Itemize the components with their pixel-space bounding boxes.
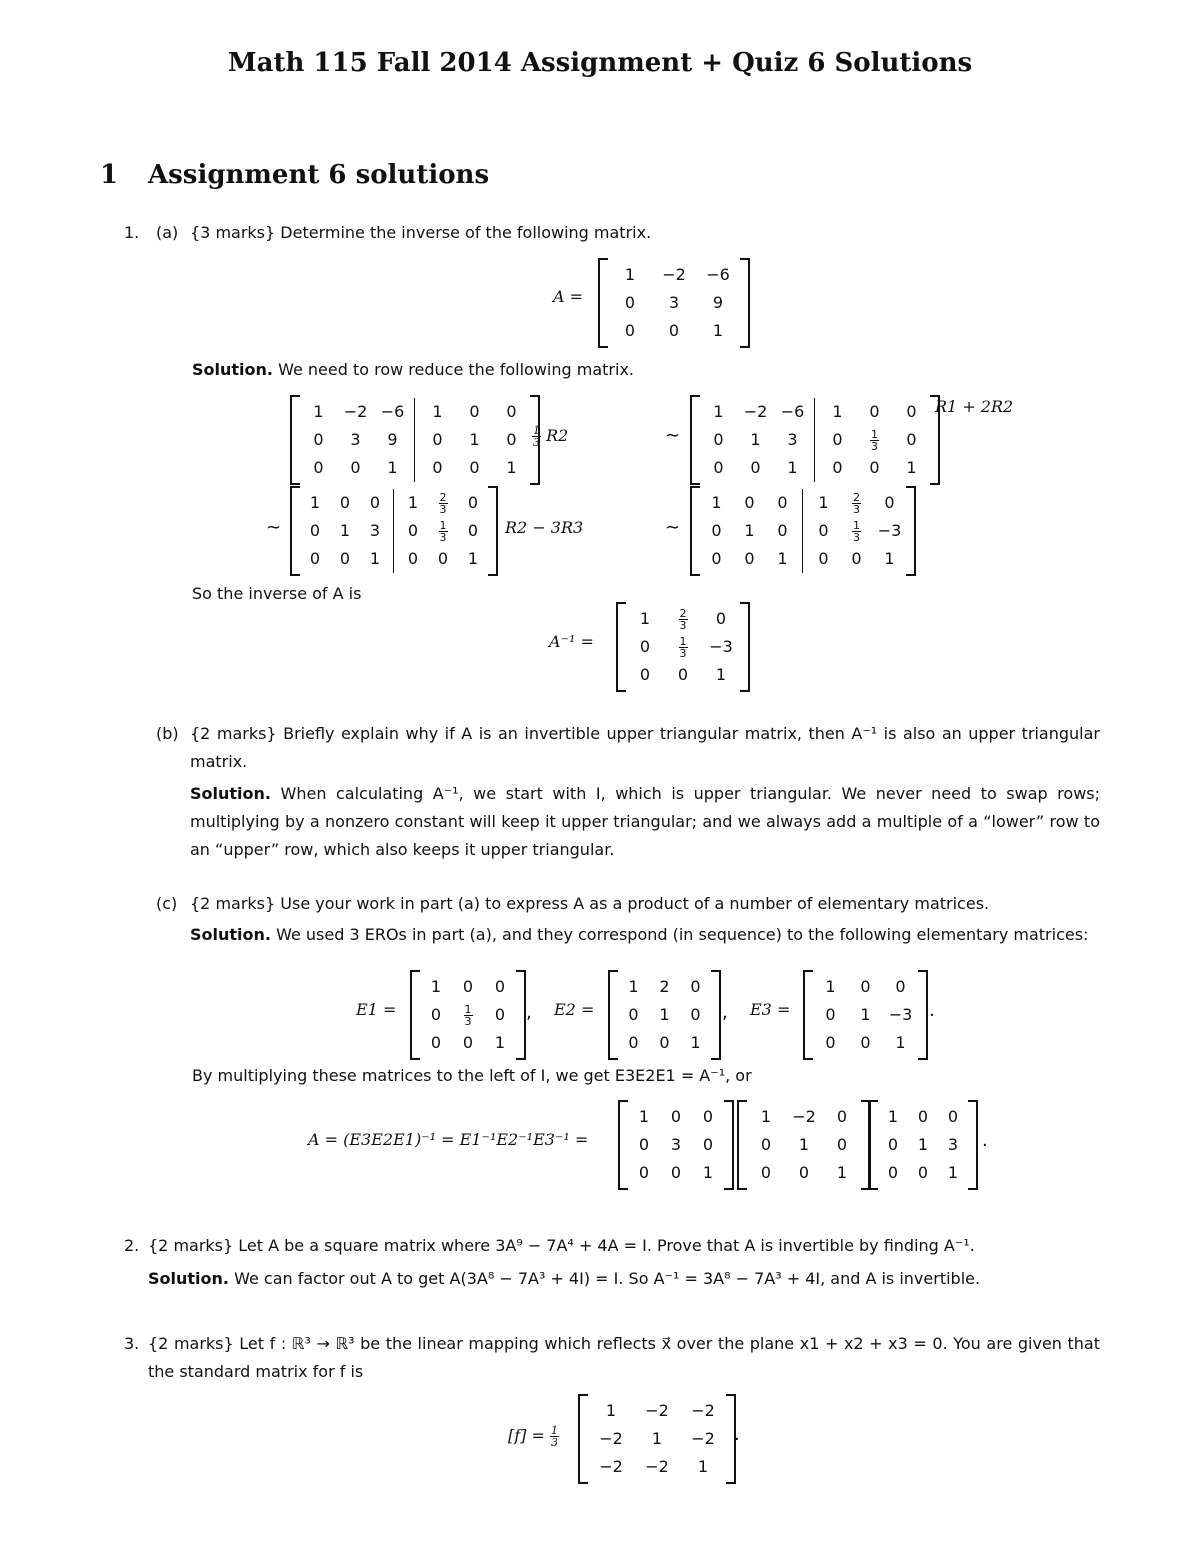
matrix-entry: 9 — [387, 430, 398, 449]
matrix-entry: 0 — [494, 1005, 506, 1024]
inverse-elementary-matrix-3 — [868, 1100, 978, 1190]
matrix-entry: 1 — [787, 458, 798, 477]
solution-paragraph — [190, 780, 1100, 864]
matrix-entry: 1 — [895, 1033, 906, 1052]
matrix-entry: 0 — [624, 321, 636, 340]
matrix-entry: 1 — [715, 665, 727, 684]
matrix-label: E2 = — [554, 1000, 595, 1019]
matrix-entry: 0 — [777, 521, 788, 540]
question-number: 2. — [124, 1236, 140, 1255]
matrix-entry: 1 — [494, 1033, 506, 1052]
matrix-entry: 0 — [639, 637, 651, 656]
matrix-entry: 0 — [947, 1107, 959, 1126]
matrix-entry: −3 — [877, 521, 902, 540]
left-bracket — [690, 395, 700, 485]
fraction: $\frac{1}{3}$ — [551, 1424, 558, 1449]
matrix-entry: 0 — [677, 665, 689, 684]
right-bracket — [488, 486, 498, 576]
matrix-entry: 0 — [832, 458, 843, 477]
matrix-entry: 0 — [639, 665, 651, 684]
matrix-entry: 0 — [760, 1163, 772, 1182]
inverse-text: So the inverse of A is — [192, 584, 362, 603]
right-bracket — [968, 1100, 978, 1190]
matrix-entry: 1 — [697, 1457, 709, 1476]
period: . — [982, 1130, 988, 1151]
matrix-entry: 1 — [369, 549, 381, 568]
matrix-entry: 0 — [715, 609, 727, 628]
matrix-entry: 1 — [469, 430, 480, 449]
matrix-entry: 1 — [760, 1107, 772, 1126]
matrix-entry: 0 — [670, 1163, 682, 1182]
augment-divider — [414, 398, 415, 482]
matrix-entry: 1 — [711, 493, 722, 512]
matrix-entry: 1 — [818, 493, 829, 512]
row-operation: $\frac{1}{3}$ R2 — [533, 424, 569, 449]
right-bracket — [711, 970, 721, 1060]
matrix-entry: 0 — [430, 1005, 442, 1024]
matrix-entry: 0 — [628, 1005, 639, 1024]
matrix-entry: 3 — [350, 430, 361, 449]
left-bracket — [598, 258, 608, 348]
matrix-entry: 0 — [777, 493, 788, 512]
matrix-entry: 1 — [639, 609, 651, 628]
tilde-symbol: ∼ — [665, 517, 681, 538]
solution-text: By multiplying these matrices to the left of I, we get E3E2E1 = A⁻¹, or — [192, 1066, 752, 1085]
matrix-entry: 3 — [670, 1135, 682, 1154]
right-bracket — [516, 970, 526, 1060]
right-bracket — [906, 486, 916, 576]
matrix-entry: 2 — [659, 977, 670, 996]
matrix-entry: 0 — [825, 1033, 836, 1052]
matrix-entry: −2 — [645, 1401, 669, 1420]
matrix-entry: −2 — [599, 1429, 623, 1448]
matrix-entry: 0 — [702, 1135, 714, 1154]
matrix-entry: −2 — [792, 1107, 816, 1126]
matrix-entry: 0 — [760, 1135, 772, 1154]
question-text: {3 marks} Determine the inverse of the following matrix. — [190, 223, 652, 242]
matrix-label: E1 = — [356, 1000, 397, 1019]
period: . — [734, 1424, 740, 1445]
question-number: 3. — [124, 1334, 140, 1353]
matrix-entry: 0 — [895, 977, 906, 996]
matrix-entry: −2 — [662, 265, 686, 284]
matrix-entry: 0 — [350, 458, 361, 477]
matrix-entry: −2 — [691, 1401, 715, 1420]
matrix-label: E3 = — [750, 1000, 791, 1019]
matrix-entry: 0 — [836, 1107, 848, 1126]
matrix-entry: 0 — [407, 521, 419, 540]
right-bracket — [918, 970, 928, 1060]
solution-text: When calculating A⁻¹, we start with I, which is upper triangular. We never need to swap rows; multiplying by a nonzero constant will keep it upper triangular; and we always add a multiple of a “lower” row to an “upper” row, which also keeps it upper triangular. — [190, 784, 1101, 859]
matrix-entry: 0 — [313, 430, 324, 449]
row-operation: R1 + 2R2 — [935, 397, 1014, 416]
left-bracket — [868, 1100, 878, 1190]
matrix-entry: 0 — [462, 1033, 474, 1052]
part-label: (a) — [156, 223, 179, 242]
matrix-entry: 3 — [369, 521, 381, 540]
question-text: {2 marks} Briefly explain why if A is an invertible upper triangular matrix, then A⁻¹ is also an upper triangular matrix. — [190, 724, 1100, 771]
matrix-entry: 1 — [917, 1135, 929, 1154]
matrix-entry: 1 — [713, 402, 724, 421]
left-bracket — [290, 395, 300, 485]
matrix-entry: 1 — [432, 402, 443, 421]
matrix-label: A = — [553, 287, 584, 306]
matrix-entry: 1 — [309, 493, 321, 512]
matrix-A-inverse — [616, 602, 750, 692]
matrix-entry: 3 — [668, 293, 680, 312]
question-text: {2 marks} Use your work in part (a) to express A as a product of a number of elementary matrices. — [190, 894, 990, 913]
right-bracket — [724, 1100, 734, 1190]
matrix-entry: −6 — [780, 402, 805, 421]
left-bracket — [616, 602, 626, 692]
matrix-entry: 0 — [313, 458, 324, 477]
part-label: (c) — [156, 894, 178, 913]
solution-paragraph — [148, 1265, 980, 1293]
matrix-entry: 1 — [836, 1163, 848, 1182]
matrix-entry: 0 — [851, 549, 862, 568]
matrix-entry: 0 — [638, 1135, 650, 1154]
elementary-matrix-E2 — [608, 970, 721, 1060]
solution-text: We need to row reduce the following matrix. — [278, 360, 634, 379]
matrix-label: [f] = $\frac{1}{3}$ — [508, 1424, 558, 1449]
question-number: 1. — [124, 223, 140, 242]
matrix-entry: −2 — [599, 1457, 623, 1476]
fraction: $\frac{1}{3}$ — [533, 424, 540, 449]
matrix-entry: 1 — [628, 977, 639, 996]
matrix-entry: 1 — [605, 1401, 617, 1420]
solution-paragraph — [190, 921, 1100, 949]
matrix-entry: 3 — [947, 1135, 959, 1154]
matrix-entry: 1 — [750, 430, 761, 449]
matrix-entry: 0 — [702, 1107, 714, 1126]
inverse-elementary-matrix-2 — [737, 1100, 871, 1190]
matrix-entry: −3 — [888, 1005, 913, 1024]
solution-text: We can factor out A to get A(3A⁸ − 7A³ + 4I) = I. So A⁻¹ = 3A⁸ − 7A³ + 4I, and A is invertible. — [234, 1269, 981, 1288]
tilde-symbol: ∼ — [665, 425, 681, 446]
matrix-entry: 0 — [832, 430, 843, 449]
augmented-matrix-2 — [690, 395, 940, 485]
left-bracket — [690, 486, 700, 576]
matrix-entry: 0 — [713, 458, 724, 477]
matrix-entry: 0 — [432, 430, 443, 449]
matrix-entry: 0 — [906, 430, 917, 449]
matrix-entry: 0 — [750, 458, 761, 477]
comma: , — [526, 1002, 532, 1023]
matrix-entry: 1 — [467, 549, 479, 568]
matrix-entry: 0 — [825, 1005, 836, 1024]
matrix-entry: 0 — [744, 493, 755, 512]
period: . — [929, 1000, 935, 1021]
augment-divider — [802, 489, 803, 573]
left-bracket — [608, 970, 618, 1060]
matrix-entry: 0 — [437, 549, 449, 568]
matrix-entry: 0 — [339, 549, 351, 568]
matrix-entry: −2 — [691, 1429, 715, 1448]
matrix-entry: 0 — [467, 521, 479, 540]
augmented-matrix-1 — [290, 395, 540, 485]
matrix-entry: −2 — [645, 1457, 669, 1476]
matrix-entry: 1 — [906, 458, 917, 477]
matrix-entry: 1 — [744, 521, 755, 540]
matrix-entry: 1 — [651, 1429, 663, 1448]
matrix-entry: 0 — [711, 549, 722, 568]
matrix-entry: 0 — [670, 1107, 682, 1126]
matrix-entry: 0 — [836, 1135, 848, 1154]
matrix-entry: 1 — [860, 1005, 871, 1024]
matrix-entry: 0 — [917, 1163, 929, 1182]
solution-label: Solution. — [192, 360, 273, 379]
matrix-entry: 0 — [690, 977, 701, 996]
left-bracket — [578, 1394, 588, 1484]
solution-label: Solution. — [148, 1269, 229, 1288]
matrix-entry: $\frac{2}{3}$ — [439, 491, 447, 516]
page-title: Math 115 Fall 2014 Assignment + Quiz 6 Solutions — [227, 48, 973, 78]
question-text: {2 marks} Let A be a square matrix where 3A⁹ − 7A⁴ + 4A = I. Prove that A is invertible by finding A⁻¹. — [148, 1236, 975, 1255]
matrix-entry: 0 — [690, 1005, 701, 1024]
matrix-entry: $\frac{2}{3}$ — [853, 491, 860, 516]
matrix-entry: 0 — [430, 1033, 442, 1052]
row-operation: R2 − 3R3 — [505, 518, 584, 537]
right-bracket — [740, 602, 750, 692]
matrix-entry: $\frac{1}{3}$ — [853, 519, 860, 544]
matrix-entry: 0 — [884, 493, 895, 512]
matrix-entry: 0 — [887, 1135, 899, 1154]
matrix-entry: 1 — [947, 1163, 959, 1182]
left-bracket — [803, 970, 813, 1060]
matrix-entry: 0 — [638, 1163, 650, 1182]
augmented-matrix-4 — [690, 486, 916, 576]
solution-paragraph — [192, 356, 634, 384]
tilde-symbol: ∼ — [266, 517, 282, 538]
matrix-entry: 1 — [624, 265, 636, 284]
left-bracket — [737, 1100, 747, 1190]
matrix-entry: 1 — [407, 493, 419, 512]
matrix-entry: 1 — [798, 1135, 810, 1154]
matrix-entry: $\frac{1}{3}$ — [464, 1003, 472, 1028]
solution-text: We used 3 EROs in part (a), and they correspond (in sequence) to the following elementary matrices: — [276, 925, 1089, 944]
matrix-entry: 0 — [494, 977, 506, 996]
matrix-entry: 1 — [659, 1005, 670, 1024]
matrix-entry: 0 — [624, 293, 636, 312]
left-bracket — [618, 1100, 628, 1190]
section-title: Assignment 6 solutions — [148, 160, 490, 190]
solution-label: Solution. — [190, 925, 271, 944]
matrix-entry: 1 — [887, 1107, 899, 1126]
augment-divider — [393, 489, 394, 573]
matrix-entry: 0 — [860, 1033, 871, 1052]
matrix-entry: 1 — [690, 1033, 701, 1052]
matrix-entry: 0 — [407, 549, 419, 568]
matrix-entry: 0 — [860, 977, 871, 996]
matrix-entry: 0 — [906, 402, 917, 421]
matrix-entry: 1 — [313, 402, 324, 421]
matrix-entry: 0 — [659, 1033, 670, 1052]
matrix-entry: $\frac{1}{3}$ — [679, 635, 687, 660]
matrix-entry: 1 — [712, 321, 724, 340]
matrix-entry: 0 — [309, 521, 321, 540]
matrix-entry: 1 — [825, 977, 836, 996]
solution-label: Solution. — [190, 784, 271, 803]
matrix-entry: −3 — [709, 637, 733, 656]
comma: , — [722, 1002, 728, 1023]
matrix-entry: 0 — [339, 493, 351, 512]
matrix-entry: 0 — [462, 977, 474, 996]
matrix-entry: 1 — [387, 458, 398, 477]
augment-divider — [814, 398, 815, 482]
matrix-entry: 0 — [711, 521, 722, 540]
matrix-entry: 0 — [506, 402, 517, 421]
part-label: (b) — [156, 724, 179, 743]
matrix-entry: 0 — [668, 321, 680, 340]
matrix-label: A⁻¹ = — [549, 632, 594, 651]
left-bracket — [410, 970, 420, 1060]
matrix-entry: −2 — [743, 402, 768, 421]
product-equation: A = (E3E2E1)⁻¹ = E1⁻¹E2⁻¹E3⁻¹ = — [308, 1130, 589, 1149]
elementary-matrix-E3 — [803, 970, 928, 1060]
right-bracket — [740, 258, 750, 348]
matrix-entry: 0 — [818, 549, 829, 568]
matrix-entry: −6 — [706, 265, 730, 284]
question-text: {2 marks} Let f : ℝ³ → ℝ³ be the linear mapping which reflects x⃗ over the plane x1 + x2 + x3 = 0. You are given that the standard matrix for f is — [148, 1334, 1100, 1381]
matrix-entry: 0 — [309, 549, 321, 568]
matrix-entry: 1 — [638, 1107, 650, 1126]
matrix-entry: −6 — [380, 402, 405, 421]
matrix-entry: 1 — [832, 402, 843, 421]
matrix-entry: 1 — [506, 458, 517, 477]
matrix-entry: 1 — [339, 521, 351, 540]
matrix-entry: 3 — [787, 430, 798, 449]
matrix-entry: −2 — [343, 402, 368, 421]
matrix-entry: 9 — [712, 293, 724, 312]
elementary-matrix-E1 — [410, 970, 526, 1060]
matrix-entry: 0 — [628, 1033, 639, 1052]
matrix-entry: $\frac{1}{3}$ — [871, 428, 878, 453]
matrix-entry: 0 — [798, 1163, 810, 1182]
matrix-entry: $\frac{2}{3}$ — [679, 607, 687, 632]
matrix-entry: 0 — [432, 458, 443, 477]
matrix-entry: 0 — [744, 549, 755, 568]
matrix-entry: 1 — [430, 977, 442, 996]
matrix-entry: 1 — [884, 549, 895, 568]
matrix-entry: 0 — [469, 402, 480, 421]
matrix-entry: 0 — [369, 493, 381, 512]
matrix-entry: 0 — [869, 402, 880, 421]
section-number: 1 — [100, 160, 119, 190]
matrix-entry: 0 — [869, 458, 880, 477]
matrix-entry: 1 — [777, 549, 788, 568]
augmented-matrix-3 — [290, 486, 498, 576]
matrix-entry: 0 — [467, 493, 479, 512]
matrix-entry: 0 — [469, 458, 480, 477]
matrix-entry: 0 — [917, 1107, 929, 1126]
matrix-entry: 1 — [702, 1163, 714, 1182]
matrix-entry: $\frac{1}{3}$ — [439, 519, 447, 544]
matrix-entry: 0 — [818, 521, 829, 540]
standard-matrix-f — [578, 1394, 736, 1484]
matrix-A — [598, 258, 750, 348]
matrix-entry: 0 — [887, 1163, 899, 1182]
inverse-elementary-matrix-1 — [618, 1100, 734, 1190]
matrix-entry: 0 — [506, 430, 517, 449]
matrix-entry: 0 — [713, 430, 724, 449]
left-bracket — [290, 486, 300, 576]
